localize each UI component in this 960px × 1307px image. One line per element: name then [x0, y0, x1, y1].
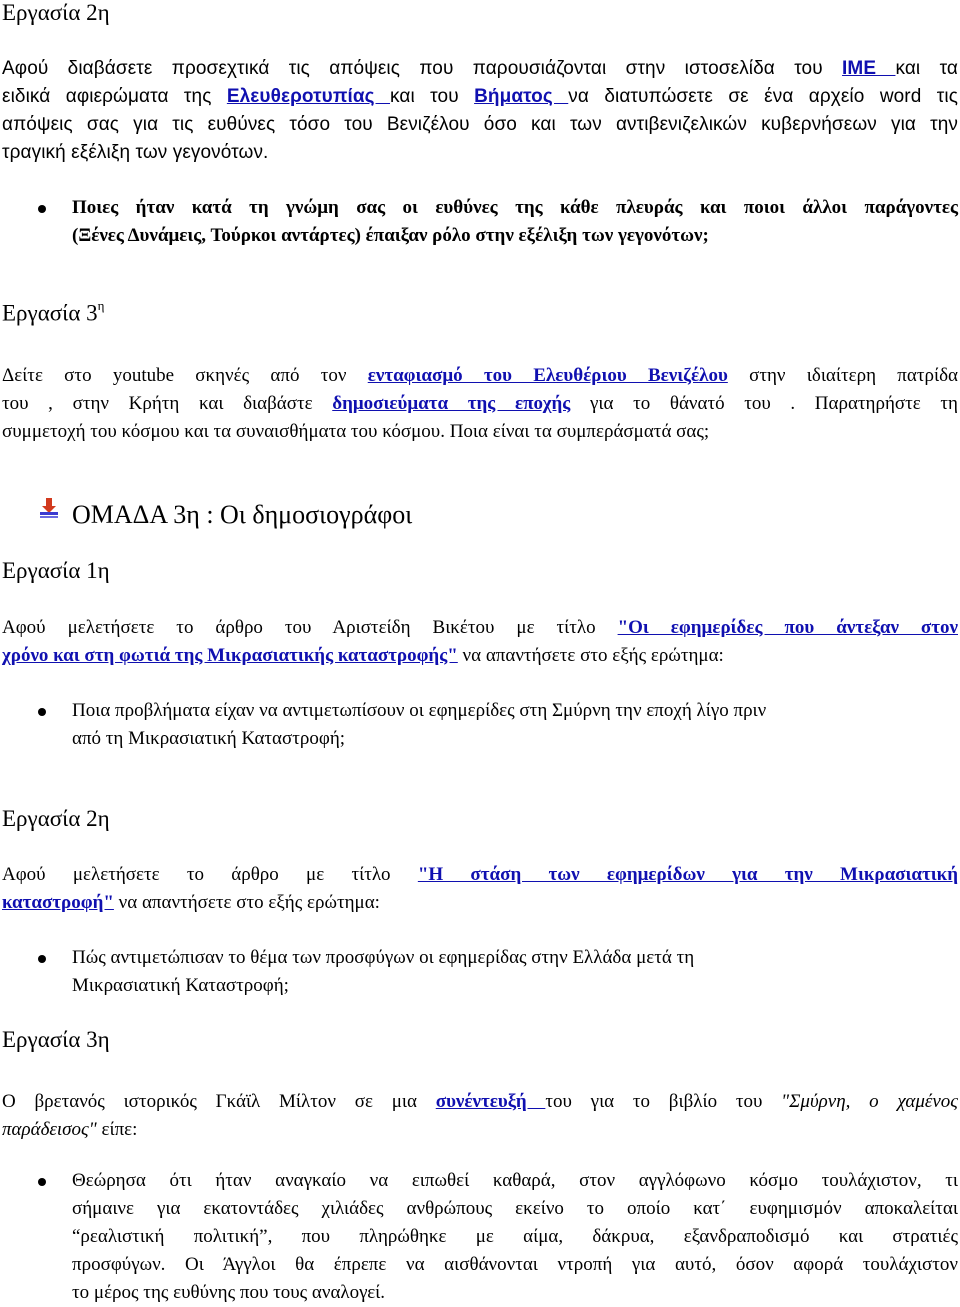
link-ime[interactable]: ΙΜΕ [842, 58, 896, 79]
link-eleftherotypia[interactable]: Ελευθεροτυπίας [226, 86, 391, 107]
bullet-marker [38, 1178, 46, 1186]
link-viketos-article[interactable]: "Οι εφημερίδες που άντεξαν στον [617, 617, 958, 638]
bullet-marker [38, 708, 46, 716]
arrow-bullet-icon [38, 497, 60, 519]
link-venizelos-burial[interactable]: ενταφιασμό του Ελευθέριου Βενιζέλου [367, 365, 728, 386]
paragraph-newspapers-stance: Αφού μελετήσετε το άρθρο με τίτλο "Η στάση των εφημερίδων για την Μικρασιατική καταστροφή" να απαντήσετε στο εξής ερώτημα: [2, 864, 958, 913]
bullet-quote-milton: Θεώρησα ότι ήταν αναγκαίο να ειπωθεί καθαρά, στον αγγλόφωνο κόσμο τουλάχιστον, τι σήμαινε για εκατοντάδες χιλιάδες ανθρώπους εκείνο το οποίο κατ΄ ευφημισμόν αποκαλείται “ρεαλιστική πολιτική”, που πληρώθηκε με αίμα, δάκρυα, εξανδραποδισμό και στρατιές προσφύγων. Οι Άγγλοι θα έπρεπε να αισθάνονται ντροπή για αυτό, όσον αφορά τουλάχιστον το μέρος της ευθύνης που τους αναλογεί. [72, 1170, 958, 1303]
paragraph-milton-interview: Ο βρετανός ιστορικός Γκάϊλ Μίλτον σε μια συνέντευξή του για το βιβλίο του "Σμύρνη, ο χαμένος παράδεισος" είπε: [2, 1091, 959, 1140]
bullet-question-smyrna-newspapers: Ποια προβλήματα είχαν να αντιμετωπίσουν οι εφημερίδες στη Σμύρνη την εποχή λίγο πριν από τη Μικρασιατική Καταστροφή; [72, 700, 767, 749]
group-title: ΟΜΑΔΑ 3η : Οι δημοσιογράφοι [72, 500, 413, 529]
paragraph-ime-instructions: Αφού διαβάσετε προσεχτικά τις απόψεις που παρουσιάζονται στην ιστοσελίδα του ΙΜΕ και τα ειδικά αφιερώματα της Ελευθεροτυπίας και του Βήματος να διατυπώσετε σε ένα αρχείο word τις απόψεις σας για τις ευθύνες τόσο του Βενιζέλου όσο και των αντιβενιζελικών κυβερνήσεων για την τραγική εξέλιξη των γεγονότων. [2, 58, 958, 163]
link-vimatos[interactable]: Βήματος [474, 86, 569, 107]
bullet-marker [38, 205, 46, 213]
bullet-marker [38, 955, 46, 963]
link-era-publications[interactable]: δημοσιεύματα της εποχής [332, 393, 571, 414]
paragraph-venizelos-burial: Δείτε στο youtube σκηνές από τον ενταφιασμό του Ελευθέριου Βενιζέλου στην ιδιαίτερη πατρίδα του , στην Κρήτη και διαβάστε δημοσιεύματα της εποχής για το θάνατό του . Παρατηρήστε τη συμμετοχή του κόσμου και τα συναισθήματα του κόσμου. Ποια είναι τα συμπεράσματά σας; [2, 365, 958, 442]
heading-ergasia-3: Εργασία $3^\eta$ [2, 298, 105, 326]
bullet-question-responsibilities: Ποιες ήταν κατά τη γνώμη σας οι ευθύνες της κάθε πλευράς και ποιοι άλλοι παράγοντες (Ξένες Δυνάμεις, Τούρκοι αντάρτες) έπαιξαν ρόλο στην εξέλιξη των γεγονότων; [72, 197, 958, 246]
link-interview[interactable]: συνέντευξή [435, 1091, 546, 1112]
heading-ergasia-2: Εργασία 2η [2, 0, 110, 25]
link-viketos-article-cont[interactable]: χρόνο και στη φωτιά της Μικρασιατικής καταστροφής" [2, 645, 458, 666]
link-newspapers-stance[interactable]: "Η στάση των εφημερίδων για την Μικρασιατική [417, 864, 958, 885]
paragraph-viketos-article: Αφού μελετήσετε το άρθρο του Αριστείδη Βικέτου με τίτλο "Οι εφημερίδες που άντεξαν στον χρόνο και στη φωτιά της Μικρασιατικής καταστροφής" να απαντήσετε στο εξής ερώτημα: [2, 617, 958, 666]
heading-ergasia-1: Εργασία 1η [2, 558, 110, 583]
heading-ergasia-2b: Εργασία 2η [2, 806, 110, 831]
link-newspapers-stance-cont[interactable]: καταστροφή" [2, 892, 114, 913]
bullet-question-refugees: Πώς αντιμετώπισαν το θέμα των προσφύγων οι εφημερίδας στην Ελλάδα μετά τη Μικρασιατική Καταστροφή; [72, 947, 695, 996]
heading-ergasia-3b: Εργασία 3η [2, 1027, 110, 1052]
